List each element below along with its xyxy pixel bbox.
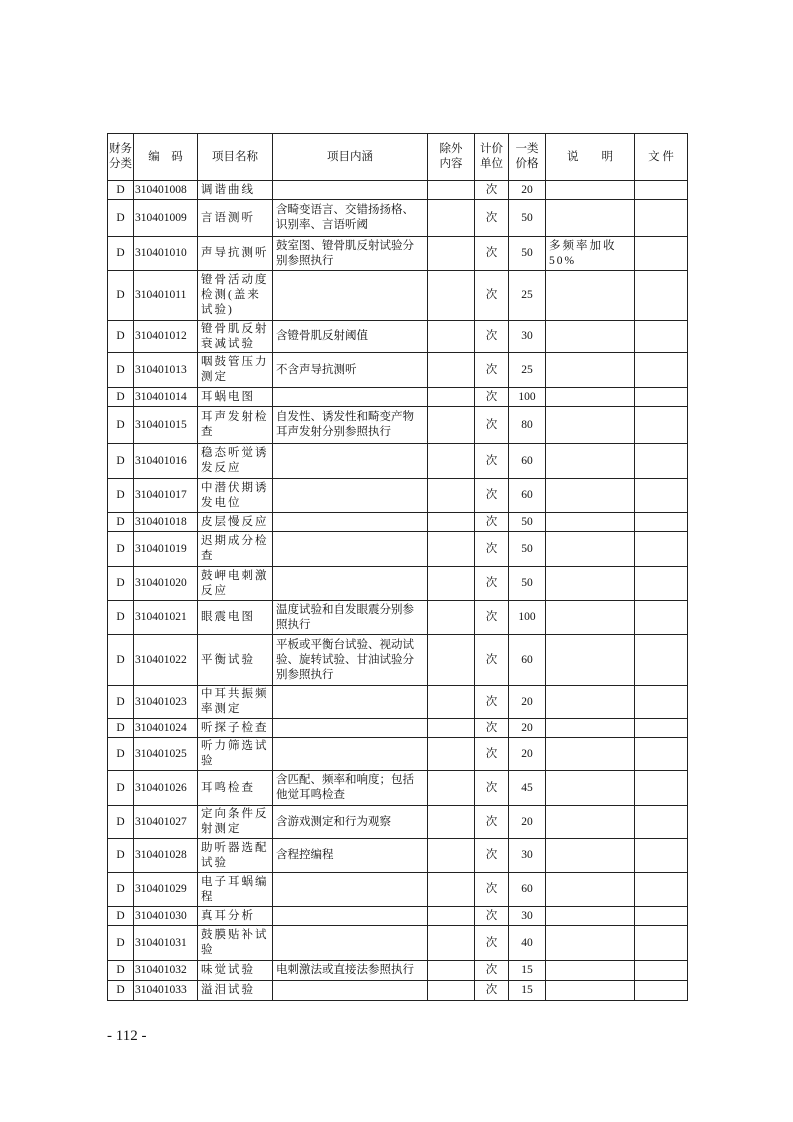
cell-code: 310401008 (134, 181, 198, 200)
cell-excluded (428, 567, 475, 601)
cell-excluded (428, 200, 475, 237)
cell-note (546, 353, 635, 388)
cell-price: 50 (509, 532, 546, 567)
cell-excluded (428, 444, 475, 479)
cell-note (546, 271, 635, 321)
cell-document (635, 444, 688, 479)
table-row (108, 200, 688, 237)
cell-document (635, 200, 688, 237)
cell-document (635, 407, 688, 444)
cell-note (546, 635, 635, 686)
cell-unit: 次 (475, 388, 509, 407)
cell-note (546, 532, 635, 567)
cell-price: 50 (509, 200, 546, 237)
cell-code: 310401014 (134, 388, 198, 407)
cell-name: 中耳共振频率测定 (198, 686, 273, 719)
cell-excluded (428, 873, 475, 907)
cell-category: D (108, 719, 134, 738)
cell-price: 25 (509, 353, 546, 388)
cell-code: 310401023 (134, 686, 198, 719)
header-price: 一类 价格 (509, 134, 546, 181)
cell-note (546, 407, 635, 444)
table-row (108, 907, 688, 926)
cell-note: 多频率加收50% (546, 237, 635, 271)
cell-content: 平板或平衡台试验、视动试验、旋转试验、甘油试验分别参照执行 (273, 635, 428, 686)
cell-price: 100 (509, 388, 546, 407)
cell-name: 定向条件反射测定 (198, 806, 273, 839)
cell-category: D (108, 567, 134, 601)
cell-excluded (428, 479, 475, 513)
cell-code: 310401012 (134, 321, 198, 353)
cell-category: D (108, 839, 134, 873)
page-number: - 112 - (107, 1028, 147, 1044)
cell-name: 言语测听 (198, 200, 273, 237)
cell-category: D (108, 353, 134, 388)
cell-unit: 次 (475, 635, 509, 686)
cell-category: D (108, 388, 134, 407)
cell-category: D (108, 181, 134, 200)
cell-price: 80 (509, 407, 546, 444)
cell-name: 耳蜗电图 (198, 388, 273, 407)
cell-unit: 次 (475, 961, 509, 981)
cell-content (273, 532, 428, 567)
cell-note (546, 907, 635, 926)
cell-document (635, 271, 688, 321)
cell-code: 310401015 (134, 407, 198, 444)
cell-note (546, 981, 635, 1001)
cell-category: D (108, 961, 134, 981)
cell-price: 15 (509, 981, 546, 1001)
cell-content (273, 388, 428, 407)
table-row (108, 601, 688, 635)
cell-name: 咽鼓管压力测定 (198, 353, 273, 388)
cell-excluded (428, 513, 475, 532)
cell-unit: 次 (475, 686, 509, 719)
cell-content: 含匹配、频率和响度；包括他觉耳鸣检查 (273, 771, 428, 806)
cell-content: 鼓室图、镫骨肌反射试验分别参照执行 (273, 237, 428, 271)
cell-document (635, 181, 688, 200)
cell-document (635, 388, 688, 407)
cell-unit: 次 (475, 479, 509, 513)
cell-document (635, 321, 688, 353)
table-header-row (108, 134, 688, 181)
cell-code: 310401009 (134, 200, 198, 237)
cell-unit: 次 (475, 771, 509, 806)
header-excluded: 除外 内容 (428, 134, 475, 181)
cell-name: 迟期成分检查 (198, 532, 273, 567)
cell-price: 20 (509, 806, 546, 839)
cell-content: 不含声导抗测听 (273, 353, 428, 388)
cell-price: 25 (509, 271, 546, 321)
cell-code: 310401027 (134, 806, 198, 839)
cell-price: 45 (509, 771, 546, 806)
cell-price: 50 (509, 567, 546, 601)
cell-document (635, 806, 688, 839)
table-row (108, 961, 688, 981)
cell-content (273, 719, 428, 738)
cell-content: 电刺激法或直接法参照执行 (273, 961, 428, 981)
cell-note (546, 771, 635, 806)
cell-unit: 次 (475, 200, 509, 237)
cell-document (635, 686, 688, 719)
cell-code: 310401011 (134, 271, 198, 321)
cell-unit: 次 (475, 926, 509, 961)
cell-document (635, 771, 688, 806)
cell-note (546, 839, 635, 873)
cell-price: 30 (509, 321, 546, 353)
cell-document (635, 738, 688, 771)
cell-category: D (108, 771, 134, 806)
table-row (108, 686, 688, 719)
cell-unit: 次 (475, 907, 509, 926)
table-row (108, 513, 688, 532)
cell-excluded (428, 388, 475, 407)
cell-excluded (428, 181, 475, 200)
cell-category: D (108, 444, 134, 479)
table-row (108, 873, 688, 907)
cell-code: 310401033 (134, 981, 198, 1001)
cell-excluded (428, 981, 475, 1001)
cell-content (273, 686, 428, 719)
cell-content (273, 567, 428, 601)
cell-note (546, 444, 635, 479)
table-row (108, 981, 688, 1001)
header-code: 编 码 (134, 134, 198, 181)
cell-category: D (108, 513, 134, 532)
cell-price: 20 (509, 686, 546, 719)
header-unit: 计价 单位 (475, 134, 509, 181)
cell-name: 溢泪试验 (198, 981, 273, 1001)
cell-unit: 次 (475, 738, 509, 771)
cell-note (546, 200, 635, 237)
cell-content: 自发性、诱发性和畸变产物耳声发射分别参照执行 (273, 407, 428, 444)
cell-name: 镫骨肌反射衰减试验 (198, 321, 273, 353)
header-name: 项目名称 (198, 134, 273, 181)
cell-unit: 次 (475, 601, 509, 635)
cell-code: 310401031 (134, 926, 198, 961)
cell-unit: 次 (475, 719, 509, 738)
cell-category: D (108, 271, 134, 321)
cell-note (546, 806, 635, 839)
header-document: 文 件 (635, 134, 688, 181)
cell-category: D (108, 686, 134, 719)
cell-name: 味觉试验 (198, 961, 273, 981)
cell-content (273, 271, 428, 321)
cell-price: 60 (509, 635, 546, 686)
cell-content: 含游戏测定和行为观察 (273, 806, 428, 839)
cell-unit: 次 (475, 321, 509, 353)
cell-name: 耳声发射检查 (198, 407, 273, 444)
cell-unit: 次 (475, 839, 509, 873)
cell-excluded (428, 771, 475, 806)
cell-unit: 次 (475, 444, 509, 479)
cell-category: D (108, 532, 134, 567)
cell-excluded (428, 926, 475, 961)
price-table (107, 133, 688, 1001)
table-row (108, 444, 688, 479)
cell-category: D (108, 200, 134, 237)
cell-document (635, 719, 688, 738)
cell-content (273, 181, 428, 200)
table-row (108, 321, 688, 353)
cell-note (546, 738, 635, 771)
cell-category: D (108, 981, 134, 1001)
cell-content (273, 907, 428, 926)
cell-name: 稳态听觉诱发反应 (198, 444, 273, 479)
cell-name: 镫骨活动度检测(盖来试验) (198, 271, 273, 321)
table-row (108, 237, 688, 271)
cell-price: 20 (509, 738, 546, 771)
cell-code: 310401026 (134, 771, 198, 806)
table-row (108, 926, 688, 961)
cell-excluded (428, 532, 475, 567)
cell-note (546, 513, 635, 532)
cell-content (273, 479, 428, 513)
cell-document (635, 926, 688, 961)
table-body (108, 181, 688, 1001)
cell-code: 310401019 (134, 532, 198, 567)
table-row (108, 353, 688, 388)
cell-category: D (108, 806, 134, 839)
cell-content (273, 738, 428, 771)
cell-name: 听力筛选试验 (198, 738, 273, 771)
cell-note (546, 601, 635, 635)
cell-price: 30 (509, 907, 546, 926)
cell-excluded (428, 321, 475, 353)
cell-note (546, 567, 635, 601)
cell-content (273, 873, 428, 907)
cell-note (546, 321, 635, 353)
table-row (108, 388, 688, 407)
cell-name: 鼓膜贴补试验 (198, 926, 273, 961)
cell-unit: 次 (475, 513, 509, 532)
table-row (108, 271, 688, 321)
cell-category: D (108, 907, 134, 926)
cell-category: D (108, 321, 134, 353)
cell-note (546, 926, 635, 961)
cell-name: 听探子检查 (198, 719, 273, 738)
cell-content (273, 444, 428, 479)
cell-excluded (428, 839, 475, 873)
cell-excluded (428, 806, 475, 839)
table-row (108, 567, 688, 601)
table-row (108, 839, 688, 873)
table-row (108, 719, 688, 738)
cell-unit: 次 (475, 271, 509, 321)
cell-document (635, 513, 688, 532)
cell-excluded (428, 237, 475, 271)
header-note: 说 明 (546, 134, 635, 181)
header-content: 项目内涵 (273, 134, 428, 181)
table-row (108, 181, 688, 200)
cell-document (635, 601, 688, 635)
cell-excluded (428, 601, 475, 635)
cell-name: 中潜伏期诱发电位 (198, 479, 273, 513)
cell-category: D (108, 738, 134, 771)
cell-note (546, 686, 635, 719)
cell-document (635, 981, 688, 1001)
cell-category: D (108, 926, 134, 961)
cell-excluded (428, 738, 475, 771)
cell-price: 40 (509, 926, 546, 961)
cell-unit: 次 (475, 981, 509, 1001)
cell-unit: 次 (475, 407, 509, 444)
cell-code: 310401016 (134, 444, 198, 479)
cell-unit: 次 (475, 567, 509, 601)
cell-name: 鼓岬电刺激反应 (198, 567, 273, 601)
cell-unit: 次 (475, 353, 509, 388)
cell-price: 30 (509, 839, 546, 873)
cell-name: 助听器选配试验 (198, 839, 273, 873)
table-row (108, 806, 688, 839)
cell-code: 310401021 (134, 601, 198, 635)
cell-document (635, 237, 688, 271)
cell-price: 50 (509, 513, 546, 532)
table-row (108, 635, 688, 686)
cell-document (635, 873, 688, 907)
cell-excluded (428, 353, 475, 388)
table-row (108, 771, 688, 806)
cell-category: D (108, 601, 134, 635)
cell-note (546, 388, 635, 407)
cell-code: 310401024 (134, 719, 198, 738)
cell-note (546, 479, 635, 513)
cell-note (546, 873, 635, 907)
cell-price: 60 (509, 479, 546, 513)
table-row (108, 532, 688, 567)
cell-document (635, 839, 688, 873)
cell-name: 真耳分析 (198, 907, 273, 926)
cell-excluded (428, 407, 475, 444)
cell-document (635, 907, 688, 926)
cell-code: 310401025 (134, 738, 198, 771)
cell-price: 100 (509, 601, 546, 635)
cell-name: 平衡试验 (198, 635, 273, 686)
cell-code: 310401013 (134, 353, 198, 388)
cell-name: 皮层慢反应 (198, 513, 273, 532)
cell-document (635, 532, 688, 567)
cell-document (635, 353, 688, 388)
cell-content: 含畸变语言、交错扬扬格、识别率、言语听阈 (273, 200, 428, 237)
cell-price: 50 (509, 237, 546, 271)
cell-code: 310401028 (134, 839, 198, 873)
cell-code: 310401020 (134, 567, 198, 601)
cell-price: 20 (509, 181, 546, 200)
cell-price: 15 (509, 961, 546, 981)
cell-category: D (108, 873, 134, 907)
cell-code: 310401029 (134, 873, 198, 907)
cell-price: 60 (509, 873, 546, 907)
cell-name: 调谐曲线 (198, 181, 273, 200)
cell-unit: 次 (475, 873, 509, 907)
cell-price: 60 (509, 444, 546, 479)
cell-content: 含镫骨肌反射阈值 (273, 321, 428, 353)
cell-unit: 次 (475, 806, 509, 839)
cell-name: 耳鸣检查 (198, 771, 273, 806)
table-row (108, 407, 688, 444)
cell-name: 声导抗测听 (198, 237, 273, 271)
cell-excluded (428, 635, 475, 686)
cell-unit: 次 (475, 532, 509, 567)
cell-content (273, 981, 428, 1001)
cell-category: D (108, 237, 134, 271)
cell-content: 含程控编程 (273, 839, 428, 873)
cell-unit: 次 (475, 237, 509, 271)
cell-code: 310401030 (134, 907, 198, 926)
cell-content: 温度试验和自发眼震分别参照执行 (273, 601, 428, 635)
cell-code: 310401017 (134, 479, 198, 513)
cell-name: 电子耳蜗编程 (198, 873, 273, 907)
cell-unit: 次 (475, 181, 509, 200)
cell-excluded (428, 961, 475, 981)
cell-code: 310401010 (134, 237, 198, 271)
cell-note (546, 961, 635, 981)
cell-note (546, 181, 635, 200)
header-category: 财务 分类 (108, 134, 134, 181)
cell-excluded (428, 686, 475, 719)
cell-code: 310401032 (134, 961, 198, 981)
cell-code: 310401022 (134, 635, 198, 686)
cell-name: 眼震电图 (198, 601, 273, 635)
cell-code: 310401018 (134, 513, 198, 532)
cell-price: 20 (509, 719, 546, 738)
cell-content (273, 513, 428, 532)
table-row (108, 479, 688, 513)
cell-document (635, 961, 688, 981)
cell-note (546, 719, 635, 738)
cell-document (635, 479, 688, 513)
cell-excluded (428, 907, 475, 926)
table-row (108, 738, 688, 771)
cell-document (635, 635, 688, 686)
cell-category: D (108, 407, 134, 444)
cell-excluded (428, 271, 475, 321)
cell-content (273, 926, 428, 961)
cell-category: D (108, 635, 134, 686)
cell-category: D (108, 479, 134, 513)
cell-excluded (428, 719, 475, 738)
cell-document (635, 567, 688, 601)
